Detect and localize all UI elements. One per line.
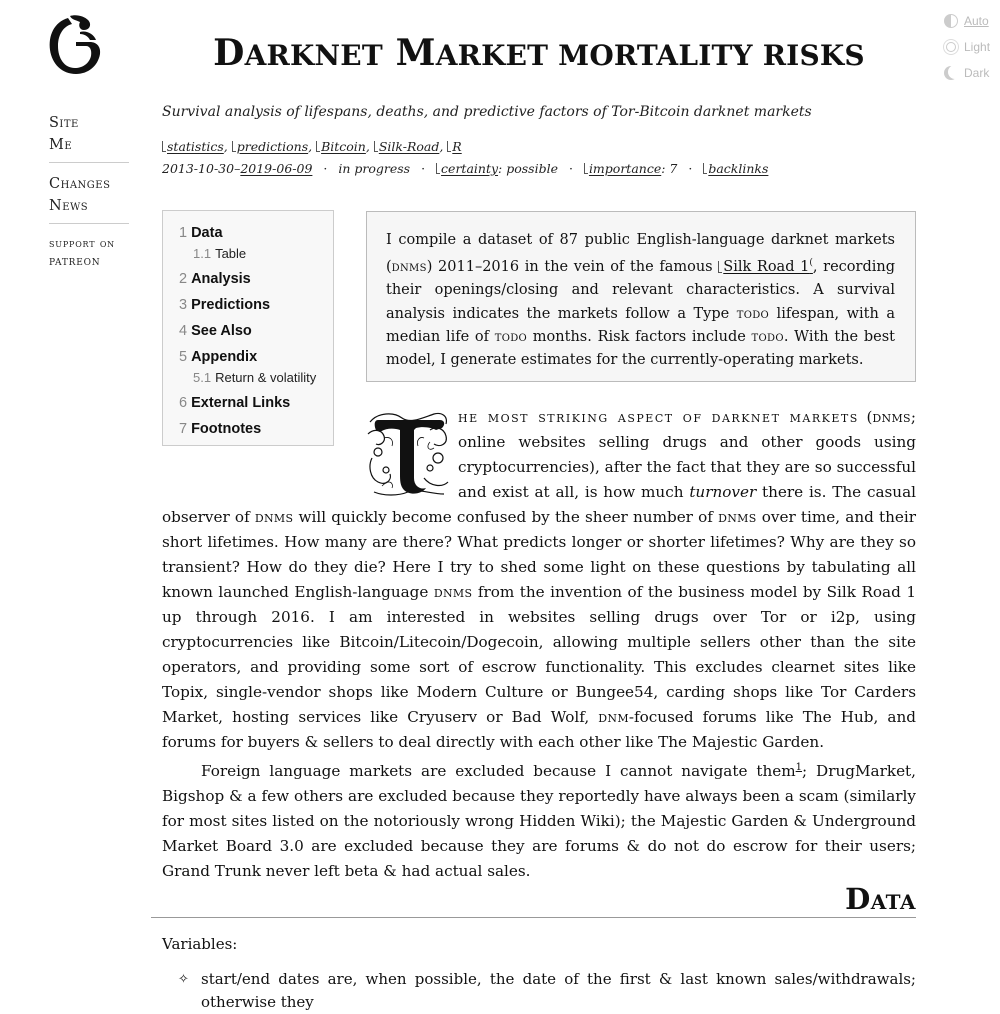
backlinks-link[interactable]: backlinks bbox=[708, 161, 769, 176]
page-description: Survival analysis of lifespans, deaths, and predictive factors of Tor-Bitcoin darknet markets bbox=[162, 104, 812, 120]
moon-icon bbox=[944, 66, 958, 80]
toc-label: Predictions bbox=[191, 297, 271, 313]
gwern-g-logo-icon bbox=[46, 12, 104, 78]
body-text: will quickly become confused by the sheer number of bbox=[293, 508, 719, 526]
date-created: 2013-10-30 bbox=[162, 161, 235, 176]
page-status: in progress bbox=[338, 161, 411, 176]
sidebar-nav bbox=[49, 112, 129, 270]
tag-silk-road[interactable]: Silk-Road bbox=[378, 139, 440, 154]
tag-bitcoin[interactable]: Bitcoin bbox=[321, 139, 366, 154]
body-text: Foreign language markets are excluded because I cannot navigate them bbox=[201, 762, 796, 781]
toc-label: Table bbox=[215, 246, 247, 261]
toc-number: 7 bbox=[179, 421, 188, 437]
abstract-text: dnms bbox=[391, 259, 427, 276]
variables-label: Variables: bbox=[162, 935, 238, 953]
sidebar-group-news bbox=[49, 173, 129, 224]
toc-item-return-volatility[interactable] bbox=[193, 369, 333, 387]
toc-number: 5 bbox=[179, 349, 188, 365]
support-line-1: support on bbox=[49, 236, 115, 250]
link-bracket-icon bbox=[374, 141, 378, 152]
toc-item-appendix[interactable] bbox=[179, 347, 333, 367]
body-text: ; DrugMarket, Bigshop & a few others are excluded because they reportedly have always been a scam (similarly for most sites listed on the notoriously wrong Hidden Wiki); the Majestic Garden & Underground Market Board 3.0 are excluded because they are forums & do not do escrow for their users; Grand Trunk never left beta & had actual sales. bbox=[162, 762, 916, 881]
abstract-box bbox=[366, 211, 916, 382]
auto-contrast-icon bbox=[944, 14, 958, 28]
theme-label-dark: Dark bbox=[964, 66, 990, 80]
sidebar-link-site[interactable]: Site bbox=[49, 115, 79, 131]
second-paragraph bbox=[162, 755, 916, 884]
body-text: dnms bbox=[718, 508, 757, 526]
body-text: ( bbox=[858, 408, 873, 426]
section-heading-data[interactable]: Data bbox=[151, 882, 916, 918]
intro-paragraph bbox=[162, 405, 916, 755]
site-logo[interactable] bbox=[46, 12, 104, 78]
toc-item-see-also[interactable] bbox=[179, 321, 333, 341]
tag-r[interactable]: R bbox=[452, 139, 462, 154]
sidebar-link-me[interactable]: Me bbox=[49, 137, 73, 153]
link-bracket-icon bbox=[584, 163, 588, 174]
theme-label-auto: Auto bbox=[964, 14, 989, 28]
toc-label: External Links bbox=[191, 395, 291, 411]
abstract-text: todo bbox=[751, 329, 784, 346]
sidebar-link-patreon[interactable] bbox=[49, 234, 129, 270]
dropcap-t bbox=[364, 408, 452, 500]
sidebar-link-news[interactable]: News bbox=[49, 198, 89, 214]
body-text: dnms bbox=[433, 583, 473, 601]
toc-item-predictions[interactable] bbox=[179, 295, 333, 315]
body-text: dnms bbox=[254, 508, 294, 526]
abstract-text: , recording their openings/closing and relevant characteristics. A survival analysis indicates the markets follow a Type bbox=[386, 259, 895, 322]
abstract-text: ) 2011–2016 in the vein of the famous bbox=[426, 259, 719, 276]
body-text: -focused forums like The Hub, and forums for buyers & sellers to deal directly with each other like The Majestic Garden. bbox=[162, 708, 916, 751]
theme-label-light: Light bbox=[964, 40, 991, 54]
silk-road-link[interactable] bbox=[723, 259, 813, 275]
support-line-2: patreon bbox=[49, 253, 101, 269]
tag-statistics[interactable]: statistics bbox=[167, 139, 224, 154]
toc-item-table[interactable] bbox=[193, 245, 333, 263]
link-bracket-icon bbox=[162, 141, 166, 152]
abstract-text: todo bbox=[736, 305, 770, 322]
toc-label: Footnotes bbox=[191, 421, 262, 437]
footnote-ref-1[interactable]: 1 bbox=[795, 762, 803, 773]
toc-number: 4 bbox=[179, 323, 188, 339]
body-text: dnm bbox=[598, 708, 629, 726]
toc-item-analysis[interactable] bbox=[179, 269, 333, 289]
bullet-icon: ✧ bbox=[178, 972, 189, 987]
toc-number: 5.1 bbox=[193, 370, 212, 385]
abstract-text: I compile a dataset of 87 public English-language darknet markets ( bbox=[386, 232, 895, 276]
body-text: from the invention of the business model by Silk Road 1 up through 2016. I am interested in websites selling drugs over Tor or i2p, using cryptocurrencies like Bitcoin/Litecoin/Dogecoin, allowing multiple sellers other than the site operators, and providing some sort of escrow functionality. This excludes clearnet sites like Topix, single-vendor shops like Modern Culture or Bungee54, carding shops like Tor Carders Market, hosting services like Cryuserv or Bad Wolf, bbox=[162, 583, 917, 726]
sun-icon bbox=[946, 42, 956, 52]
theme-switcher bbox=[944, 8, 990, 86]
date-separator: – bbox=[234, 161, 241, 176]
body-text: there is. The casual observer of bbox=[162, 483, 916, 526]
wikipedia-icon: ( bbox=[809, 258, 813, 269]
sidebar-link-changes[interactable]: Changes bbox=[49, 176, 111, 192]
page-title bbox=[162, 32, 916, 74]
opening-words: he most striking aspect of darknet markets bbox=[458, 408, 859, 426]
list-item-text: start/end dates are, when possible, the date of the first & last known sales/withdrawals; otherwise they bbox=[201, 970, 916, 1011]
importance-value: 7 bbox=[669, 161, 678, 176]
toc-number: 1 bbox=[179, 225, 188, 241]
theme-option-dark[interactable] bbox=[944, 60, 990, 86]
page-metadata: 2013-10-30–2019-06-09 · in progress · certainty: possible · importance: 7 · backlinks bbox=[162, 161, 769, 176]
ornate-dropcap-icon bbox=[364, 408, 452, 500]
date-modified[interactable]: 2019-06-09 bbox=[240, 161, 313, 176]
abstract-text: todo bbox=[494, 329, 528, 346]
link-bracket-icon bbox=[447, 141, 451, 152]
toc-number: 3 bbox=[179, 297, 188, 313]
importance-link[interactable]: importance bbox=[588, 161, 662, 176]
theme-option-auto[interactable] bbox=[944, 8, 990, 34]
body-text: turnover bbox=[689, 483, 757, 501]
link-bracket-icon bbox=[703, 163, 707, 174]
toc-number: 1.1 bbox=[193, 246, 212, 261]
tag-predictions[interactable]: predictions bbox=[236, 139, 309, 154]
link-bracket-icon bbox=[718, 261, 722, 273]
list-item bbox=[178, 968, 916, 1014]
title-part-arknet: ARKNET bbox=[244, 39, 383, 72]
title-initial-m: M bbox=[395, 32, 436, 74]
tag-list: statistics, predictions, Bitcoin, Silk-Road, R bbox=[162, 139, 462, 154]
certainty-value: possible bbox=[506, 161, 558, 176]
toc-number: 2 bbox=[179, 271, 188, 287]
toc-number: 6 bbox=[179, 395, 188, 411]
toc-label: Data bbox=[191, 225, 223, 241]
link-bracket-icon bbox=[316, 141, 320, 152]
article-body bbox=[162, 405, 916, 884]
toc-item-data[interactable] bbox=[179, 223, 333, 243]
toc-label: Appendix bbox=[191, 349, 258, 365]
certainty-link[interactable]: certainty bbox=[441, 161, 499, 176]
link-bracket-icon bbox=[232, 141, 236, 152]
title-initial-d: D bbox=[213, 32, 245, 74]
toc-label: See Also bbox=[191, 323, 252, 339]
toc-label: Return & volatility bbox=[215, 370, 317, 385]
abstract-text: lifespan, with a median life of bbox=[386, 305, 895, 346]
silk-road-link-label: Silk Road 1 bbox=[723, 259, 810, 276]
abstract-text: months. Risk factors include bbox=[527, 329, 752, 346]
toc-label: Analysis bbox=[191, 271, 251, 287]
link-bracket-icon bbox=[436, 163, 440, 174]
abstract-text: . With the best model, I generate estimates for the currently-operating markets. bbox=[386, 329, 895, 369]
theme-option-light[interactable] bbox=[944, 34, 990, 60]
body-text: dnms bbox=[872, 408, 911, 426]
title-part-rest: ARKET MORTALITY RISKS bbox=[435, 39, 865, 72]
sidebar-group-site bbox=[49, 112, 129, 163]
body-text: over time, and their short lifetimes. How many are there? What predicts longer or shorter lifetimes? Why are they so transient? How do they die? Here I try to shed some light on these questions by tabulating all known launched English-language bbox=[162, 508, 917, 601]
body-text: ; online websites selling drugs and other goods using cryptocurrencies), after the fact that they are so successful and exist at all, is how much bbox=[458, 408, 916, 501]
